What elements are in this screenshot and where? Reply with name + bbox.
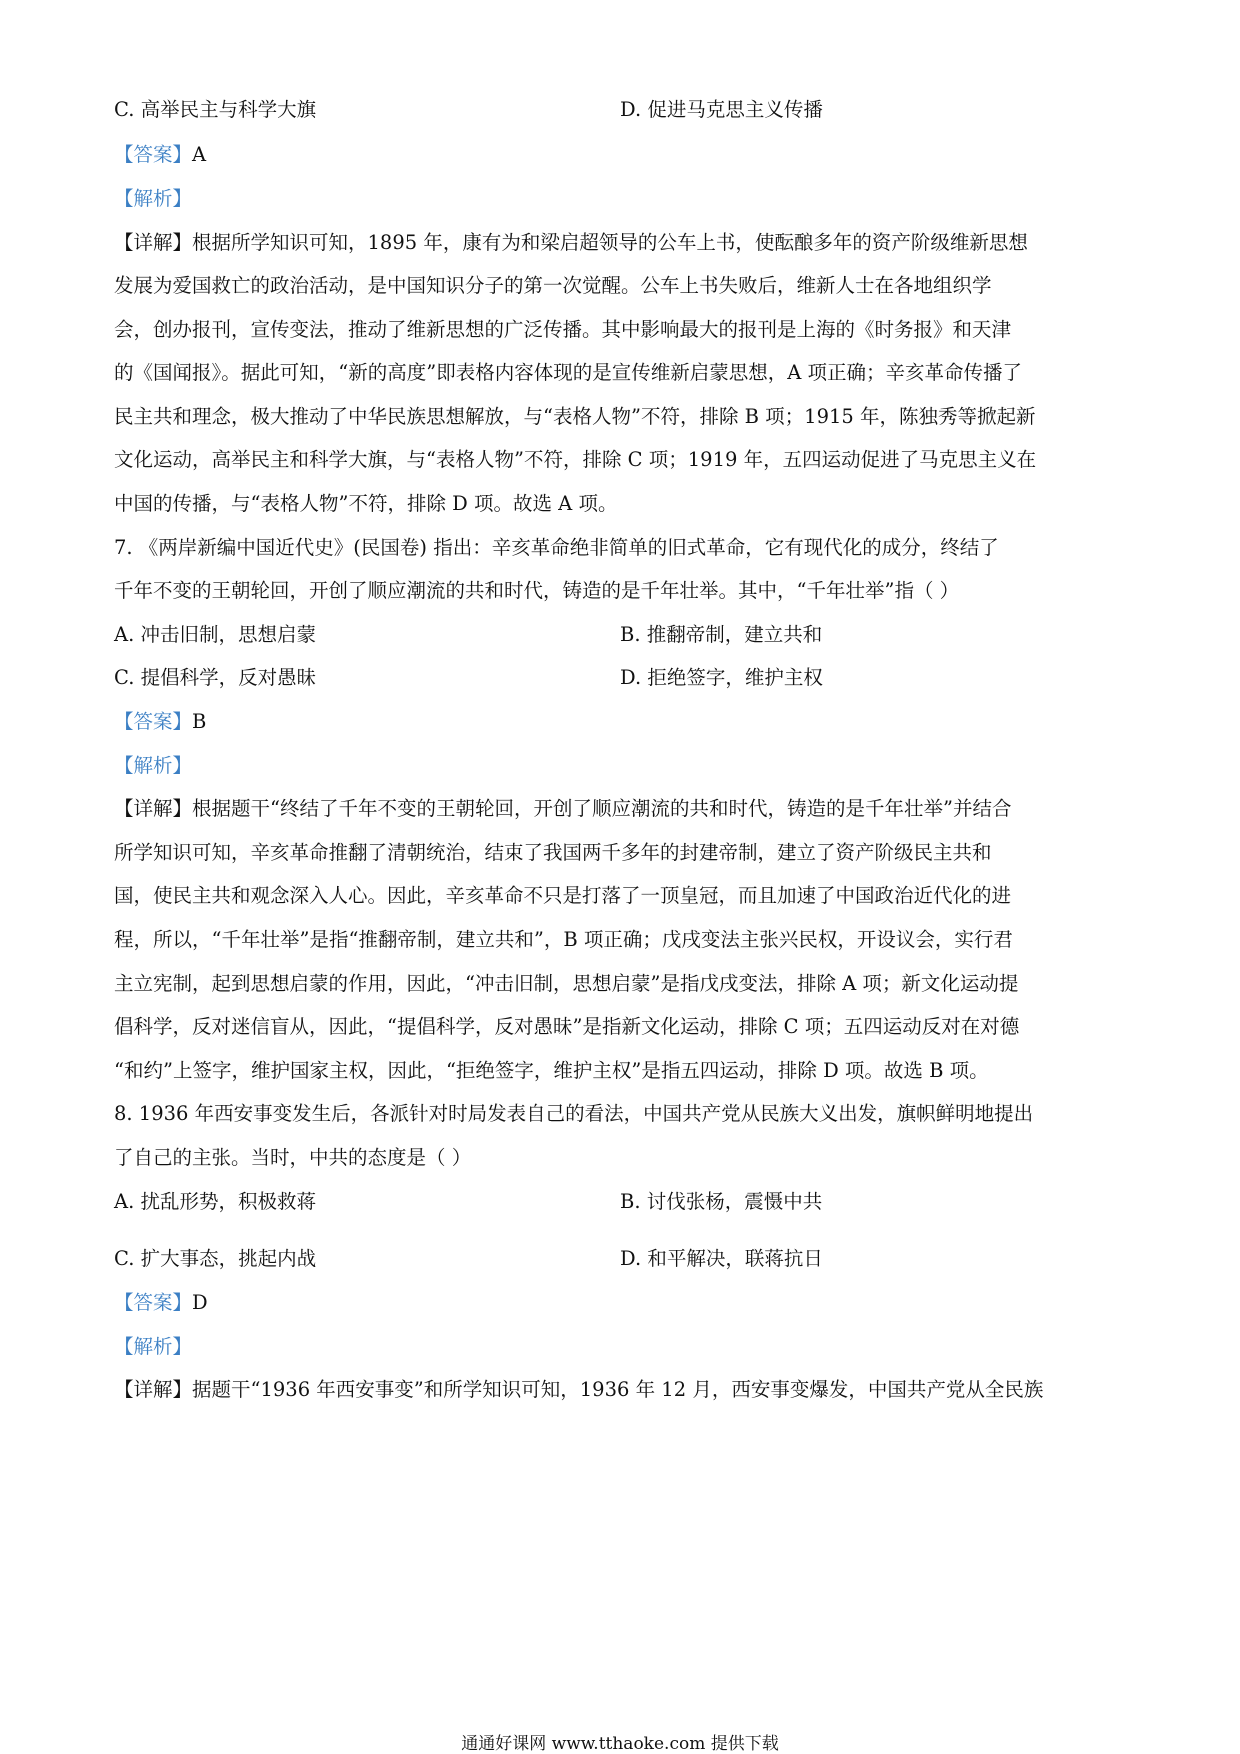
- answer-tag: 【答案】: [114, 143, 193, 166]
- q7-detail-line: 程，所以，“千年壮举”是指“推翻帝制，建立共和”，B 项正确；戊戌变法主张兴民权，开设议会，实行君: [114, 928, 1013, 951]
- page-footer: 通通好课网 www.tthaoke.com 提供下载: [461, 1734, 779, 1754]
- q7-detail-line: 主立宪制，起到思想启蒙的作用，因此，“冲击旧制，思想启蒙”是指戊戌变法，排除 A 项；新文化运动提: [114, 972, 1019, 995]
- q7-stem-line: 7. 《两岸新编中国近代史》(民国卷) 指出：辛亥革命绝非简单的旧式革命，它有现代化的成分，终结了: [114, 536, 999, 559]
- q6-detail-line: 的《国闻报》。据此可知，“新的高度”即表格内容体现的是宣传维新启蒙思想，A 项正确；辛亥革命传播了: [114, 361, 1022, 384]
- q6-detail-line: 文化运动，高举民主和科学大旗，与“表格人物”不符，排除 C 项；1919 年，五四运动促进了马克思主义在: [114, 448, 1037, 471]
- detail-text: 根据题干“终结了千年不变的王朝轮回，开创了顺应潮流的共和时代，铸造的是千年壮举”并结合: [192, 797, 1012, 820]
- q8-detail-line: [114, 1374, 1043, 1402]
- q6-detail-line: 民主共和理念，极大推动了中华民族思想解放，与“表格人物”不符，排除 B 项；1915 年，陈独秀等掀起新: [114, 405, 1036, 428]
- answer-tag: 【答案】: [114, 1291, 193, 1314]
- q8-option-d: D. 和平解决，联蒋抗日: [620, 1247, 823, 1270]
- answer-value: A: [192, 143, 207, 166]
- q7-detail-line: 所学知识可知，辛亥革命推翻了清朝统治，结束了我国两千多年的封建帝制，建立了资产阶级民主共和: [114, 841, 992, 864]
- q7-option-c: C. 提倡科学，反对愚昧: [114, 666, 317, 689]
- answer-value: D: [192, 1291, 208, 1314]
- q6-answer: [114, 139, 206, 167]
- detail-tag: 【详解】: [114, 231, 193, 254]
- answer-value: B: [192, 710, 207, 733]
- q6-detail-line: 发展为爱国救亡的政治活动，是中国知识分子的第一次觉醒。公车上书失败后，维新人士在各地组织学: [114, 274, 992, 297]
- q7-detail-line: 倡科学，反对迷信盲从，因此，“提倡科学，反对愚昧”是指新文化运动，排除 C 项；五四运动反对在对德: [114, 1015, 1020, 1038]
- q8-option-b: B. 讨伐张杨，震慑中共: [620, 1190, 823, 1213]
- q8-stem-line: 了自己的主张。当时，中共的态度是（ ）: [114, 1146, 472, 1169]
- detail-tag: 【详解】: [114, 797, 193, 820]
- detail-text: 据题干“1936 年西安事变”和所学知识可知，1936 年 12 月，西安事变爆发，中国共产党从全民族: [192, 1378, 1044, 1401]
- q7-detail-line: [114, 793, 1011, 821]
- q6-detail-line: [114, 227, 1028, 255]
- q7-detail-line: “和约”上签字，维护国家主权，因此，“拒绝签字，维护主权”是指五四运动，排除 D 项。故选 B 项。: [114, 1059, 989, 1082]
- detail-tag: 【详解】: [114, 1378, 193, 1401]
- q7-option-a: A. 冲击旧制，思想启蒙: [114, 623, 316, 646]
- q6-detail-line: 会，创办报刊，宣传变法，推动了维新思想的广泛传播。其中影响最大的报刊是上海的《时务报》和天津: [114, 318, 1012, 341]
- q8-option-c: C. 扩大事态，挑起内战: [114, 1247, 317, 1270]
- q8-stem-line: 8. 1936 年西安事变发生后，各派针对时局发表自己的看法，中国共产党从民族大义出发，旗帜鲜明地提出: [114, 1102, 1034, 1125]
- q8-option-a: A. 扰乱形势，积极救蒋: [114, 1190, 316, 1213]
- q6-analysis-tag: 【解析】: [114, 187, 193, 210]
- q7-detail-line: 国，使民主共和观念深入人心。因此，辛亥革命不只是打落了一顶皇冠，而且加速了中国政治近代化的进: [114, 884, 1012, 907]
- q6-option-d: D. 促进马克思主义传播: [620, 98, 823, 121]
- detail-text: 根据所学知识可知，1895 年，康有为和梁启超领导的公车上书，使酝酿多年的资产阶级维新思想: [192, 231, 1028, 254]
- q6-detail-line: 中国的传播，与“表格人物”不符，排除 D 项。故选 A 项。: [114, 492, 618, 515]
- answer-tag: 【答案】: [114, 710, 193, 733]
- q7-option-b: B. 推翻帝制，建立共和: [620, 623, 823, 646]
- q7-option-d: D. 拒绝签字，维护主权: [620, 666, 823, 689]
- q8-analysis-tag: 【解析】: [114, 1335, 193, 1358]
- q8-answer: [114, 1287, 208, 1315]
- q7-analysis-tag: 【解析】: [114, 754, 193, 777]
- q7-answer: [114, 706, 206, 734]
- q6-option-c: C. 高举民主与科学大旗: [114, 98, 317, 121]
- q7-stem-line: 千年不变的王朝轮回，开创了顺应潮流的共和时代，铸造的是千年壮举。其中，“千年壮举”指（ ）: [114, 579, 960, 602]
